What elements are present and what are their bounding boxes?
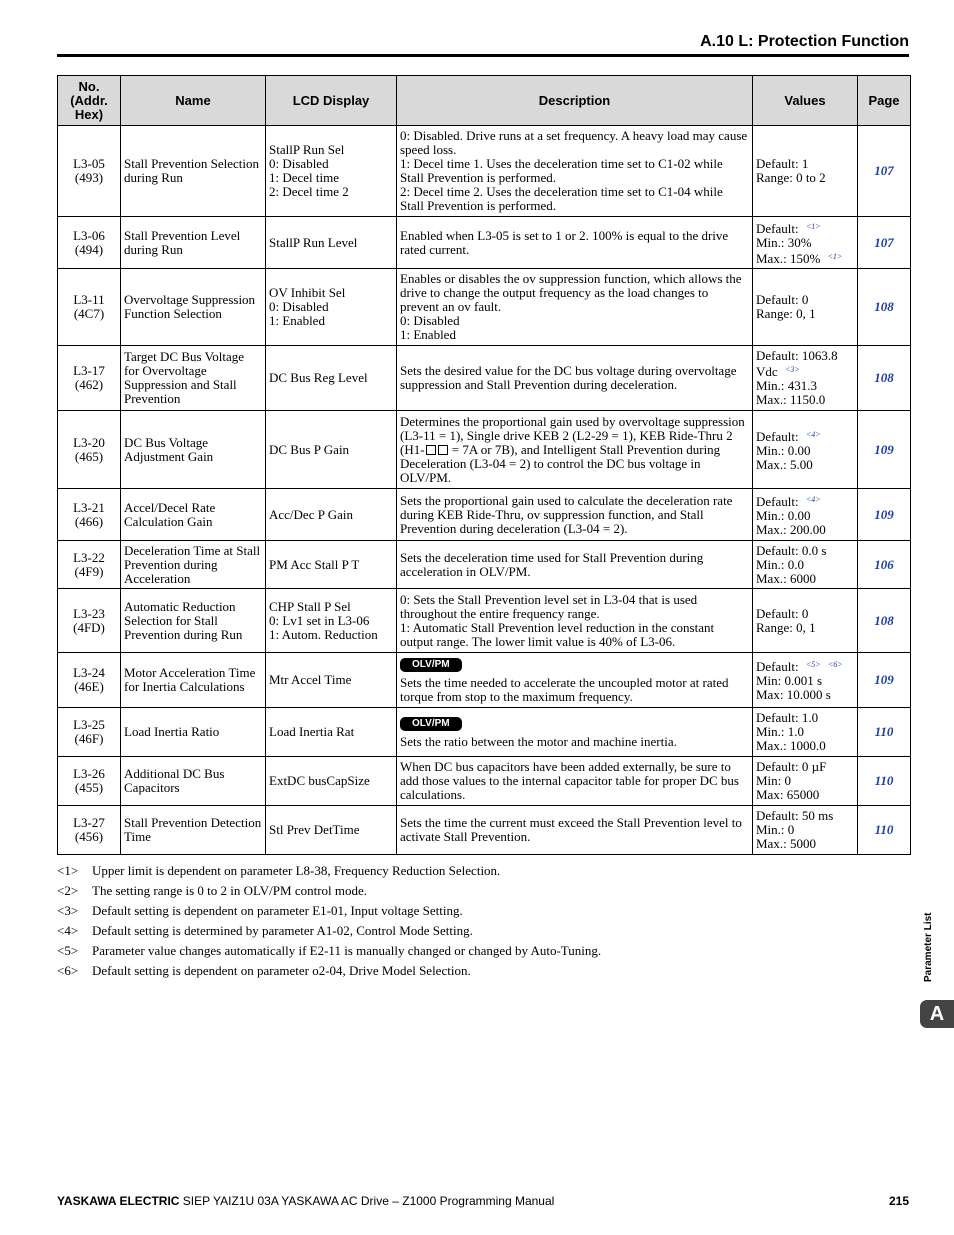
param-address: (466) bbox=[74, 513, 104, 529]
param-name: Target DC Bus Voltage for Overvoltage Suppression and Stall Prevention bbox=[121, 346, 266, 411]
value-line: Default: 1.0 bbox=[756, 710, 819, 725]
table-row bbox=[58, 269, 911, 346]
header-rule bbox=[57, 54, 909, 57]
table-row bbox=[58, 411, 911, 489]
param-values bbox=[753, 757, 858, 806]
param-description bbox=[397, 708, 753, 757]
footnote-tag: <1> bbox=[57, 863, 79, 878]
footnote bbox=[57, 961, 601, 981]
footnote-tag: <3> bbox=[57, 903, 79, 918]
table-row bbox=[58, 489, 911, 541]
value-line: Max.: 1000.0 bbox=[756, 738, 826, 753]
param-values bbox=[753, 708, 858, 757]
param-number bbox=[58, 589, 121, 653]
footer-brand: YASKAWA ELECTRIC bbox=[57, 1194, 180, 1208]
param-values bbox=[753, 653, 858, 708]
footnote-ref: <3> bbox=[784, 365, 800, 374]
table-row bbox=[58, 757, 911, 806]
param-values bbox=[753, 589, 858, 653]
value-line: Max: 65000 bbox=[756, 787, 820, 802]
value-line: Default: 1063.8 bbox=[756, 348, 838, 363]
lcd-line: 0: Lv1 set in L3-06 bbox=[269, 612, 370, 628]
page-ref-link[interactable]: 107 bbox=[858, 126, 911, 217]
table-row bbox=[58, 806, 911, 855]
footnote-tag: <2> bbox=[57, 883, 79, 898]
param-address: (493) bbox=[74, 170, 104, 185]
lcd-display bbox=[266, 708, 397, 757]
param-description bbox=[397, 489, 753, 541]
description-line: Sets the deceleration time used for Stall Prevention during acceleration in OLV/PM. bbox=[400, 549, 704, 579]
param-address: (465) bbox=[74, 448, 104, 464]
param-address: (4C7) bbox=[73, 306, 105, 321]
footnote-text: Default setting is determined by parameter A1-02, Control Mode Setting. bbox=[92, 923, 473, 938]
footnote bbox=[57, 941, 601, 961]
param-number bbox=[58, 757, 121, 806]
control-mode-badge: OLV/PM bbox=[400, 658, 462, 672]
description-line: Sets the ratio between the motor and machine inertia. bbox=[400, 734, 677, 749]
lcd-display bbox=[266, 757, 397, 806]
param-no: L3-25 bbox=[73, 717, 105, 732]
value-line: Range: 0, 1 bbox=[756, 619, 816, 635]
page-number: 215 bbox=[888, 1194, 909, 1208]
footnote bbox=[57, 901, 601, 921]
param-description bbox=[397, 269, 753, 346]
description-line: 1: Automatic Stall Prevention level reduction in the constant output range. The lower limit value is 40% of L3-06. bbox=[400, 619, 715, 649]
value-line: Max.: 5000 bbox=[756, 836, 816, 851]
page-ref-link[interactable]: 110 bbox=[858, 806, 911, 855]
col-header-page: Page bbox=[858, 76, 911, 126]
param-number bbox=[58, 541, 121, 589]
lcd-display bbox=[266, 806, 397, 855]
value-line: Range: 0 to 2 bbox=[756, 170, 826, 185]
description-line: Enables or disables the ov suppression function, which allows the drive to change the output frequency as the load changes to prevent an ov fault. bbox=[400, 271, 742, 314]
value-line: Range: 0, 1 bbox=[756, 306, 816, 321]
param-name: DC Bus Voltage Adjustment Gain bbox=[121, 411, 266, 489]
lcd-display bbox=[266, 269, 397, 346]
param-description bbox=[397, 806, 753, 855]
value-line: Default: $^{<1>}$ bbox=[756, 220, 821, 236]
param-values bbox=[753, 346, 858, 411]
param-number bbox=[58, 411, 121, 489]
param-address: (46E) bbox=[74, 679, 104, 694]
page-ref-link[interactable]: 109 bbox=[858, 653, 911, 708]
lcd-line: 1: Enabled bbox=[269, 313, 325, 328]
param-name: Motor Acceleration Time for Inertia Calculations bbox=[121, 653, 266, 708]
lcd-line: DC Bus P Gain bbox=[269, 441, 350, 457]
value-line: Default: $^{<4>}$ bbox=[756, 493, 821, 509]
col-header-lcd: LCD Display bbox=[266, 76, 397, 126]
footnote bbox=[57, 881, 601, 901]
value-line: Default: $^{<4>}$ bbox=[756, 428, 821, 444]
lcd-display bbox=[266, 346, 397, 411]
description-line: 2: Decel time 2. Uses the deceleration time set to C1-04 while Stall Prevention is performed. bbox=[400, 184, 723, 213]
param-no: L3-21 bbox=[73, 499, 105, 515]
lcd-line: OV Inhibit Sel bbox=[269, 285, 346, 300]
description-line: 1: Decel time 1. Uses the deceleration time set to C1-02 while Stall Prevention is performed. bbox=[400, 156, 723, 185]
param-name: Stall Prevention Level during Run bbox=[121, 217, 266, 269]
param-address: (46F) bbox=[74, 731, 104, 746]
param-name: Stall Prevention Selection during Run bbox=[121, 126, 266, 217]
param-number bbox=[58, 269, 121, 346]
value-line: Default: 1 bbox=[756, 156, 809, 171]
value-line: Max.: 6000 bbox=[756, 570, 816, 586]
table-row bbox=[58, 589, 911, 653]
param-description bbox=[397, 589, 753, 653]
appendix-tab: A bbox=[920, 1000, 954, 1028]
param-address: (4F9) bbox=[74, 563, 104, 579]
param-name: Stall Prevention Detection Time bbox=[121, 806, 266, 855]
value-line: Default: 0 µF bbox=[756, 759, 827, 774]
param-address: (456) bbox=[74, 829, 104, 844]
lcd-line: DC Bus Reg Level bbox=[269, 370, 368, 385]
param-description bbox=[397, 346, 753, 411]
param-description bbox=[397, 126, 753, 217]
footnote-text: Parameter value changes automatically if E2-11 is manually changed or changed by Auto-Tuning. bbox=[92, 943, 602, 958]
param-name: Deceleration Time at Stall Prevention during Acceleration bbox=[121, 541, 266, 589]
table-row bbox=[58, 708, 911, 757]
footnote-tag: <5> bbox=[57, 943, 79, 958]
value-line: Min: 0 bbox=[756, 773, 792, 788]
lcd-display bbox=[266, 589, 397, 653]
value-line: Default: 0 bbox=[756, 605, 809, 621]
description-line: 0: Disabled bbox=[400, 313, 460, 328]
placeholder-box-icon bbox=[426, 445, 436, 455]
parameter-table bbox=[57, 75, 911, 855]
lcd-line: 1: Decel time bbox=[269, 170, 340, 185]
description-line: Sets the proportional gain used to calculate the deceleration rate during KEB Ride-Thru, ov suppression function, and Stall Prevention during deceleration (L3-04 = 2). bbox=[400, 492, 733, 536]
page-ref-link[interactable]: 107 bbox=[858, 217, 911, 269]
description-line: Sets the time the current must exceed the Stall Prevention level to activate Stall Prevention. bbox=[400, 815, 742, 844]
param-no: L3-11 bbox=[73, 292, 105, 307]
param-values bbox=[753, 806, 858, 855]
lcd-line: Mtr Accel Time bbox=[269, 672, 352, 687]
page-ref-link[interactable]: 106 bbox=[858, 541, 911, 589]
footnotes bbox=[57, 861, 601, 981]
table-row bbox=[58, 126, 911, 217]
footnote-ref: <1> bbox=[827, 251, 843, 261]
footer-doc: SIEP YAIZ1U 03A YASKAWA AC Drive – Z1000 Programming Manual bbox=[179, 1194, 555, 1208]
description-line: Sets the time needed to accelerate the uncoupled motor at rated torque from stop to the maximum frequency. bbox=[400, 675, 729, 704]
page-ref-link[interactable]: 109 bbox=[858, 489, 911, 541]
footnote-tag: <6> bbox=[57, 963, 79, 978]
footnote-text: Upper limit is dependent on parameter L8-38, Frequency Reduction Selection. bbox=[92, 863, 501, 878]
param-address: (494) bbox=[74, 241, 104, 257]
value-line: Min.: 0.00 bbox=[756, 507, 811, 523]
page-ref-link[interactable]: 108 bbox=[858, 269, 911, 346]
page-ref-link[interactable]: 110 bbox=[858, 757, 911, 806]
param-no: L3-06 bbox=[73, 227, 105, 243]
value-line: Default: 50 ms bbox=[756, 808, 834, 823]
param-no: L3-17 bbox=[73, 363, 105, 378]
param-values bbox=[753, 126, 858, 217]
lcd-line: Acc/Dec P Gain bbox=[269, 506, 353, 522]
col-header-name: Name bbox=[121, 76, 266, 126]
page-ref-link[interactable]: 109 bbox=[858, 411, 911, 489]
lcd-line: 0: Disabled bbox=[269, 156, 329, 171]
param-number bbox=[58, 346, 121, 411]
value-line: Min.: 0.00 bbox=[756, 442, 811, 458]
footnote bbox=[57, 921, 601, 941]
footer-doc-info bbox=[57, 1194, 554, 1208]
col-header-no: No. (Addr. Hex) bbox=[58, 76, 121, 126]
param-number bbox=[58, 126, 121, 217]
side-section-label: Parameter List bbox=[923, 912, 934, 982]
param-name: Additional DC Bus Capacitors bbox=[121, 757, 266, 806]
value-line: Max.: 1150.0 bbox=[756, 392, 826, 407]
value-line: Min.: 431.3 bbox=[756, 378, 818, 393]
param-no: L3-05 bbox=[73, 156, 105, 171]
param-description bbox=[397, 217, 753, 269]
value-line: Max.: 150% $^{<1>}$ bbox=[756, 250, 843, 266]
value-line: Default: $^{<5>}$ $^{<6>}$ bbox=[756, 659, 843, 674]
section-title: A.10 L: Protection Function bbox=[700, 33, 909, 50]
lcd-display bbox=[266, 541, 397, 589]
param-address: (462) bbox=[74, 377, 104, 392]
placeholder-box-icon bbox=[438, 445, 448, 455]
footnote-text: Default setting is dependent on parameter o2-04, Drive Model Selection. bbox=[92, 963, 471, 978]
table-row bbox=[58, 541, 911, 589]
param-values bbox=[753, 269, 858, 346]
value-line: Min.: 1.0 bbox=[756, 724, 805, 739]
lcd-line: PM Acc Stall P T bbox=[269, 556, 360, 572]
description-line: When DC bus capacitors have been added externally, be sure to add those values to the internal capacitor table for proper DC bus calculations. bbox=[400, 759, 739, 802]
param-description bbox=[397, 653, 753, 708]
param-no: L3-26 bbox=[73, 766, 105, 781]
param-number bbox=[58, 217, 121, 269]
param-values bbox=[753, 411, 858, 489]
param-no: L3-20 bbox=[73, 434, 105, 450]
param-name: Accel/Decel Rate Calculation Gain bbox=[121, 489, 266, 541]
description-line: Determines the proportional gain used by overvoltage suppression (L3-11 = 1), Single drive KEB 2 (L2-29 = 1), KEB Ride-Thru 2 (H1- = 7A or 7B), and Intelligent Stall Prevention during Deceleration (L3-04 = 2) to control the DC bus voltage in OLV/PM. bbox=[400, 413, 745, 485]
page-ref-link[interactable]: 108 bbox=[858, 346, 911, 411]
value-line: Min.: 0 bbox=[756, 822, 795, 837]
param-address: (455) bbox=[74, 780, 104, 795]
footnote-ref: <6> bbox=[827, 660, 843, 669]
value-line: Vdc $^{<3>}$ bbox=[756, 364, 800, 379]
value-line: Default: 0 bbox=[756, 292, 809, 307]
param-no: L3-22 bbox=[73, 549, 105, 565]
lcd-line: Load Inertia Rat bbox=[269, 724, 355, 739]
lcd-line: StallP Run Sel bbox=[269, 142, 345, 157]
lcd-display bbox=[266, 411, 397, 489]
lcd-line: CHP Stall P Sel bbox=[269, 598, 351, 614]
param-values bbox=[753, 541, 858, 589]
table-row bbox=[58, 346, 911, 411]
param-name: Overvoltage Suppression Function Selection bbox=[121, 269, 266, 346]
param-number bbox=[58, 806, 121, 855]
footnote-ref: <5> bbox=[805, 660, 821, 669]
footnote-text: The setting range is 0 to 2 in OLV/PM control mode. bbox=[92, 883, 368, 898]
value-line: Min: 0.001 s bbox=[756, 673, 823, 688]
table-header-row bbox=[58, 76, 911, 126]
param-number bbox=[58, 708, 121, 757]
page-ref-link[interactable]: 110 bbox=[858, 708, 911, 757]
col-header-values: Values bbox=[753, 76, 858, 126]
lcd-display bbox=[266, 217, 397, 269]
param-description bbox=[397, 411, 753, 489]
value-line: Max.: 200.00 bbox=[756, 521, 826, 537]
param-no: L3-27 bbox=[73, 815, 105, 830]
table-row bbox=[58, 217, 911, 269]
lcd-display bbox=[266, 126, 397, 217]
description-line: Enabled when L3-05 is set to 1 or 2. 100% is equal to the drive rated current. bbox=[400, 227, 729, 257]
param-description bbox=[397, 757, 753, 806]
description-line: Sets the desired value for the DC bus voltage during overvoltage suppression and Stall Prevention during deceleration. bbox=[400, 363, 737, 392]
description-line: 1: Enabled bbox=[400, 327, 456, 342]
lcd-line: ExtDC busCapSize bbox=[269, 773, 370, 788]
param-values bbox=[753, 489, 858, 541]
lcd-line: 0: Disabled bbox=[269, 299, 329, 314]
value-line: Default: 0.0 s bbox=[756, 542, 827, 558]
value-line: Max: 10.000 s bbox=[756, 687, 831, 702]
value-line: Min.: 0.0 bbox=[756, 556, 805, 572]
footnote bbox=[57, 861, 601, 881]
param-no: L3-23 bbox=[73, 605, 105, 621]
page-ref-link[interactable]: 108 bbox=[858, 589, 911, 653]
lcd-line: 1: Autom. Reduction bbox=[269, 626, 378, 642]
footnote-tag: <4> bbox=[57, 923, 79, 938]
lcd-display bbox=[266, 489, 397, 541]
footnote-text: Default setting is dependent on parameter E1-01, Input voltage Setting. bbox=[92, 903, 463, 918]
lcd-line: Stl Prev DetTime bbox=[269, 822, 360, 837]
lcd-line: 2: Decel time 2 bbox=[269, 184, 349, 199]
param-number bbox=[58, 653, 121, 708]
control-mode-badge: OLV/PM bbox=[400, 717, 462, 731]
param-name: Automatic Reduction Selection for Stall Prevention during Run bbox=[121, 589, 266, 653]
value-line: Max.: 5.00 bbox=[756, 456, 813, 472]
value-line: Min.: 30% bbox=[756, 234, 812, 250]
param-name: Load Inertia Ratio bbox=[121, 708, 266, 757]
description-line: 0: Sets the Stall Prevention level set in L3-04 that is used throughout the entire frequency range. bbox=[400, 591, 698, 621]
param-no: L3-24 bbox=[73, 665, 105, 680]
param-description bbox=[397, 541, 753, 589]
col-header-description: Description bbox=[397, 76, 753, 126]
lcd-line: StallP Run Level bbox=[269, 234, 358, 250]
param-values bbox=[753, 217, 858, 269]
param-number bbox=[58, 489, 121, 541]
table-row bbox=[58, 653, 911, 708]
footnote-ref: <1> bbox=[805, 221, 821, 231]
param-address: (4FD) bbox=[73, 619, 105, 635]
description-line: 0: Disabled. Drive runs at a set frequency. A heavy load may cause speed loss. bbox=[400, 128, 748, 157]
footnote-ref: <4> bbox=[805, 429, 821, 439]
lcd-display bbox=[266, 653, 397, 708]
footnote-ref: <4> bbox=[805, 494, 821, 504]
